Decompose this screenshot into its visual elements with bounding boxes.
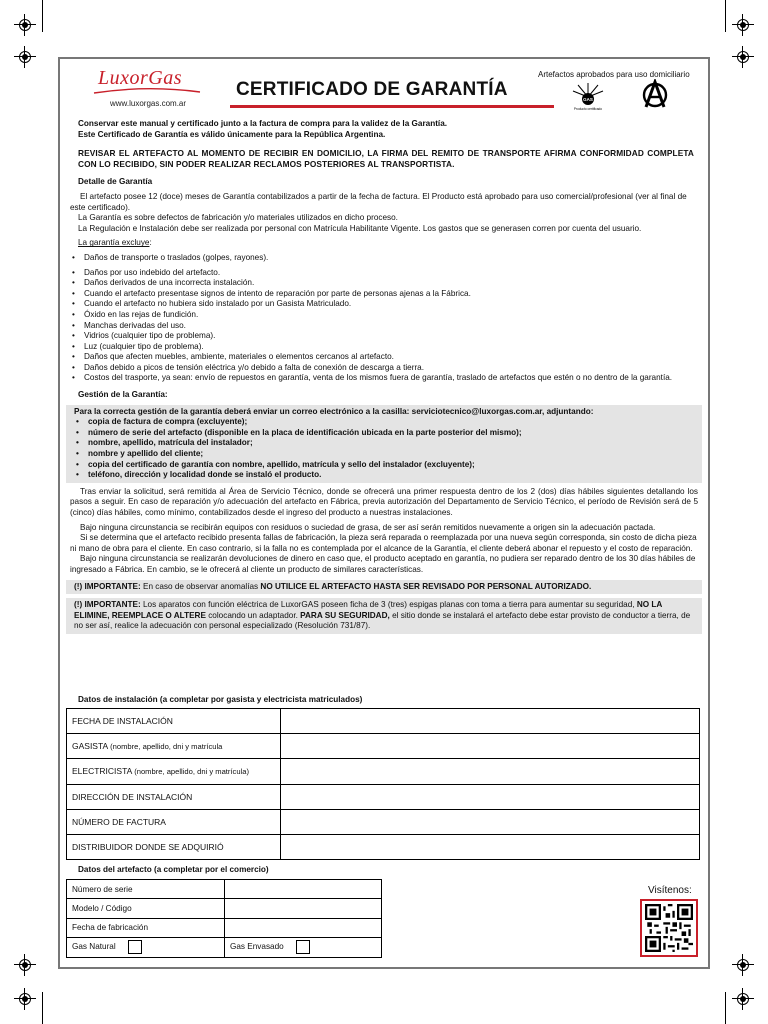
exclusion-item: • Daños que afecten muebles, ambiente, materiales o elementos cercanos al artefacto. xyxy=(70,352,698,363)
installation-data-title: Datos de instalación (a completar por gasista y electricista matriculados) xyxy=(78,695,363,704)
installation-field-label: FECHA DE INSTALACIÓN xyxy=(67,709,281,734)
gas-envasado-cell xyxy=(225,938,382,957)
registration-mark xyxy=(732,988,754,1010)
registration-mark xyxy=(732,14,754,36)
gestion-item: • nombre y apellido del cliente; xyxy=(74,449,696,460)
installation-field-value[interactable] xyxy=(281,784,700,809)
gas-natural-label: Gas Natural xyxy=(72,942,116,952)
website-url: www.luxorgas.com.ar xyxy=(110,99,187,108)
exclusion-item: • Vidrios (cualquier tipo de problema). xyxy=(70,331,698,342)
exclusion-item: • Daños de transporte o traslados (golpes, rayones). xyxy=(70,253,698,264)
installation-table xyxy=(66,708,700,860)
gas-certification-seal-icon xyxy=(570,81,606,115)
exclusions-label: La garantía excluye: xyxy=(78,238,152,248)
gestion-p1: Tras enviar la solicitud, será remitida al Área de Servicio Técnico, donde se ofrecerá una primer respuesta dentro de los 2 (dos) días hábiles siguientes detallando los pasos a seguir. En caso de reparación y/o adecuación del artefacto en Fábrica, previa autorización del Departamento de Servicio Técnico, el período de Revisión será de 5 (cinco) días hábiles, como mínimo, contabilizados desde el ingreso del producto a nuestras instalaciones. xyxy=(70,486,698,517)
installation-row xyxy=(67,834,700,859)
detalle-p2: La Garantía es sobre defectos de fabricación y/o materiales utilizados en dicho proceso. xyxy=(78,213,398,223)
registration-mark xyxy=(14,14,36,36)
qr-code[interactable] xyxy=(640,899,698,957)
appliance-row xyxy=(67,899,382,918)
exclusion-item: • Costos del trasporte, ya sean: envío de repuestos en garantía, venta de los mismos fuera de garantía, traslado de artefactos que estén o no dentro de la garantía. xyxy=(70,373,698,384)
gestion-list xyxy=(74,417,696,481)
certificate-body xyxy=(70,119,698,634)
gas-natural-cell xyxy=(67,938,225,957)
importante-box-1: (!) IMPORTANTE: En caso de observar anomalías NO UTILICE EL ARTEFACTO HASTA SER REVISADO POR PERSONAL AUTORIZADO. xyxy=(66,580,702,595)
appliance-row xyxy=(67,880,382,899)
brand-logo: LuxorGas xyxy=(98,67,183,89)
installation-row xyxy=(67,709,700,734)
gestion-p2: Bajo ninguna circunstancia se recibirán equipos con residuos o suciedad de grasa, de ser así serán remitidos nuevamente a origen sin la adecuación pactada. xyxy=(80,522,656,532)
gas-envasado-checkbox[interactable] xyxy=(296,940,310,954)
seal-label: GAS xyxy=(583,97,593,102)
appliance-field-value[interactable] xyxy=(225,880,382,899)
visit-us-label: Visítenos: xyxy=(648,885,692,896)
logo-swoosh-icon xyxy=(92,87,202,95)
gestion-p3: Si se determina que el artefacto recibido presenta fallas de fabricación, la pieza será reparada o reemplazada por una nueva según corresponda, sin costo de dicha pieza ni mano de obra para el cliente. En caso contrario, si la falla no es contemplada por el alcance de la Garantía, el cliente deberá abonar el repuesto y el costo de reparación. xyxy=(70,533,697,553)
gas-type-row xyxy=(67,938,382,957)
installation-field-value[interactable] xyxy=(281,709,700,734)
registration-mark xyxy=(14,954,36,976)
approved-label: Artefactos aprobados para uso domiciliario xyxy=(538,70,690,79)
qr-code-icon xyxy=(645,904,693,952)
installation-field-label: DISTRIBUIDOR DONDE SE ADQUIRIÓ xyxy=(67,834,281,859)
gestion-p4: Bajo ninguna circunstancia se realizarán devoluciones de dinero en caso que, el producto aceptado en garantía, no pudiera ser reparado dentro de los 30 días hábiles de ingresado a Fábrica. En cambio, se le ofrecerá al cliente un producto de similares características. xyxy=(70,554,696,574)
detalle-p1: El artefacto posee 12 (doce) meses de Garantía contabilizados a partir de la fecha de factura. El Producto está aprobado para uso comercial/profesional (ver al final de este certificado). xyxy=(70,191,687,212)
installation-row xyxy=(67,734,700,759)
trim-mark xyxy=(42,992,43,1024)
registration-mark xyxy=(14,46,36,68)
registration-mark xyxy=(732,954,754,976)
installation-row xyxy=(67,784,700,809)
installation-field-value[interactable] xyxy=(281,734,700,759)
exclusion-item: • Luz (cualquier tipo de problema). xyxy=(70,342,698,353)
detalle-p3: La Regulación e Instalación debe ser realizada por personal con Matrícula Habilitante Vigente. Los gastos que se generasen corren por cuenta del usuario. xyxy=(78,223,642,233)
certificate-frame xyxy=(58,57,710,969)
approval-mark-icon xyxy=(640,79,670,109)
detalle-heading: Detalle de Garantía xyxy=(78,177,153,187)
gestion-highlight-box xyxy=(66,405,702,483)
exclusion-item: • Cuando el artefacto presentase signos de intento de reparación por parte de personas ajenas a la Fábrica. xyxy=(70,289,698,300)
installation-field-value[interactable] xyxy=(281,809,700,834)
gestion-item: • copia del certificado de garantía con nombre, apellido, matrícula y sello del instalador (excluyente); xyxy=(74,460,696,471)
page-title: CERTIFICADO DE GARANTÍA xyxy=(236,79,508,100)
appliance-field-value[interactable] xyxy=(225,918,382,937)
registration-mark xyxy=(732,46,754,68)
appliance-row xyxy=(67,918,382,937)
trim-mark xyxy=(725,0,726,32)
appliance-data-title: Datos del artefacto (a completar por el comercio) xyxy=(78,865,269,874)
installation-field-value[interactable] xyxy=(281,759,700,784)
seal-small-text: Producto certificado xyxy=(573,107,603,111)
installation-field-label: GASISTA (nombre, apellido, dni y matrícula xyxy=(67,734,281,759)
title-underline xyxy=(230,105,554,108)
trim-mark xyxy=(725,992,726,1024)
exclusion-item: • Cuando el artefacto no hubiera sido instalado por un Gasista Matriculado. xyxy=(70,299,698,310)
exclusion-item: • Daños debido a picos de tensión eléctrica y/o debido a falta de conexión de descarga a tierra. xyxy=(70,363,698,374)
exclusion-item: • Óxido en las rejas de fundición. xyxy=(70,310,698,321)
installation-field-label: ELECTRICISTA (nombre, apellido, dni y matrícula) xyxy=(67,759,281,784)
importante-box-2: (!) IMPORTANTE: Los aparatos con función eléctrica de LuxorGAS poseen ficha de 3 (tres) espigas planas con toma a tierra para aumentar su seguridad, NO LA ELIMINE, REEMPLACE O ALTERE colocando un adaptador. PARA SU SEGURIDAD, el sitio donde se instalará el artefacto debe estar provisto de conductor a tierra, de no ser así, realice la adecuación con personal especializado (Resolución 731/87). xyxy=(66,598,702,634)
gestion-intro: Para la correcta gestión de la garantía deberá enviar un correo electrónico a la casilla: serviciotecnico@luxorgas.com.ar, adjuntando: xyxy=(74,406,594,416)
gestion-item: • número de serie del artefacto (disponible en la placa de identificación ubicada en la parte posterior del mismo); xyxy=(74,428,696,439)
intro-line-2: Este Certificado de Garantía es válido únicamente para la República Argentina. xyxy=(78,129,386,139)
exclusion-item: • Daños derivados de una incorrecta instalación. xyxy=(70,278,698,289)
registration-mark xyxy=(14,988,36,1010)
gas-natural-checkbox[interactable] xyxy=(128,940,142,954)
exclusion-item: • Daños por uso indebido del artefacto. xyxy=(70,268,698,279)
header xyxy=(60,59,708,115)
gestion-item: • nombre, apellido, matrícula del instalador; xyxy=(74,438,696,449)
appliance-table xyxy=(66,879,382,958)
installation-field-value[interactable] xyxy=(281,834,700,859)
installation-field-label: DIRECCIÓN DE INSTALACIÓN xyxy=(67,784,281,809)
appliance-field-label: Modelo / Código xyxy=(67,899,225,918)
installation-row xyxy=(67,759,700,784)
exclusion-item: • Manchas derivadas del uso. xyxy=(70,321,698,332)
gestion-heading: Gestión de la Garantía: xyxy=(78,390,168,400)
appliance-field-value[interactable] xyxy=(225,899,382,918)
exclusions-list xyxy=(70,268,698,385)
appliance-field-label: Número de serie xyxy=(67,880,225,899)
transport-warning: REVISAR EL ARTEFACTO AL MOMENTO DE RECIBIR EN DOMICILIO, LA FIRMA DEL REMITO DE TRANSPORTE AFIRMA CONFORMIDAD COMPLETA CON LO RECIBIDO, SIN PODER REALIZAR RECLAMOS POSTERIORES AL TRANSPORTISTA. xyxy=(78,148,694,169)
installation-row xyxy=(67,809,700,834)
intro-line-1: Conservar este manual y certificado junto a la factura de compra para la validez de la Garantía. xyxy=(78,119,448,128)
trim-mark xyxy=(42,0,43,32)
gas-envasado-label: Gas Envasado xyxy=(230,942,284,952)
installation-field-label: NÚMERO DE FACTURA xyxy=(67,809,281,834)
gestion-item: • teléfono, dirección y localidad donde se instaló el producto. xyxy=(74,470,696,481)
appliance-field-label: Fecha de fabricación xyxy=(67,918,225,937)
gestion-item: • copia de factura de compra (excluyente); xyxy=(74,417,696,428)
